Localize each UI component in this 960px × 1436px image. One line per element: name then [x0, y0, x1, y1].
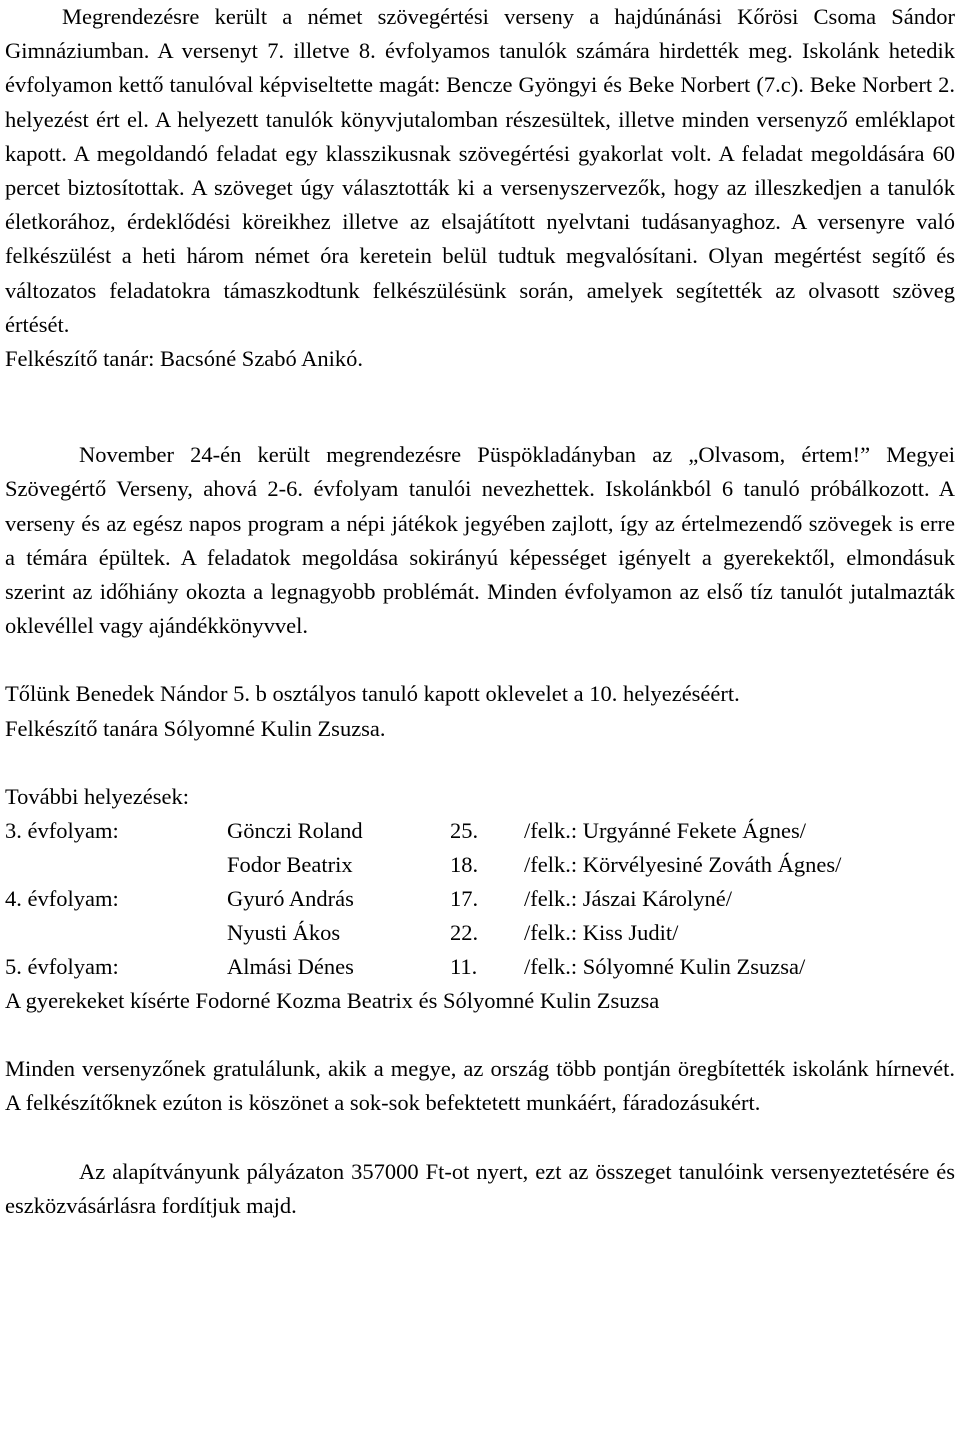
- result-place: 25.: [450, 818, 479, 844]
- congratulations-paragraph: Minden versenyzőnek gratulálunk, akik a megye, az ország több pontján öregbítették iskolánk hírnevét. A felkészítőknek ezúton is köszönet a sok-sok befektetett munkáért, fáradozásukért.: [5, 1056, 955, 1116]
- result-teacher: /felk.: Kiss Judit/: [524, 920, 679, 946]
- result-grade: [5, 848, 227, 882]
- result-place: 17.: [450, 886, 479, 912]
- german-competition-teacher: Felkészítő tanár: Bacsóné Szabó Anikó.: [5, 346, 364, 372]
- result-name: Nyusti Ákos: [227, 920, 341, 946]
- winner-text: Tőlünk Benedek Nándor 5. b osztályos tanuló kapott oklevelet a 10. helyezéséért.: [5, 681, 740, 707]
- reading-competition-paragraph: November 24-én került megrendezésre Püspökladányban az „Olvasom, értem!” Megyei Szövegértő Verseny, ahová 2-6. évfolyam tanulói nevezhettek. Iskolánkból 6 tanuló próbálkozott. A verseny és az egész napos program a népi játékok jegyében zajlott, így az értelmezendő szövegek is erre a témára épültek. A feladatok megoldása sokirányú képességet igényelt a gyerekektől, elmondásuk szerint az időhiány okozta a legnagyobb problémát. Minden évfolyamon az első tíz tanulót jutalmazták oklevéllel vagy ajándékkönyvvel.: [5, 442, 955, 639]
- result-teacher: /felk.: Urgyánné Fekete Ágnes/: [524, 818, 807, 844]
- escort-text: A gyerekeket kísérte Fodorné Kozma Beatrix és Sólyomné Kulin Zsuzsa: [5, 988, 660, 1014]
- result-grade: 5. évfolyam:: [5, 954, 119, 980]
- result-place: 11.: [450, 954, 478, 980]
- winner-teacher: Felkészítő tanára Sólyomné Kulin Zsuzsa.: [5, 715, 386, 741]
- result-name: Gönczi Roland: [227, 818, 363, 844]
- section-reading-competition: [5, 438, 955, 1018]
- result-teacher: /felk.: Sólyomné Kulin Zsuzsa/: [524, 954, 806, 980]
- section-congratulations: [5, 1052, 955, 1120]
- results-table: [5, 814, 955, 984]
- section-foundation: [5, 1155, 955, 1223]
- result-name: Almási Dénes: [227, 954, 354, 980]
- section-german-competition: [5, 0, 955, 376]
- foundation-paragraph: Az alapítványunk pályázaton 357000 Ft-ot nyert, ezt az összeget tanulóink versenyeztetésére és eszközvásárlásra fordítjuk majd.: [5, 1158, 955, 1218]
- result-teacher: /felk.: Körvélyesiné Zováth Ágnes/: [524, 852, 842, 878]
- result-grade: [5, 916, 227, 950]
- result-name: Gyuró András: [227, 886, 354, 912]
- document-page: [5, 0, 955, 1223]
- result-place: 18.: [450, 852, 479, 878]
- result-grade: 3. évfolyam:: [5, 818, 119, 844]
- german-competition-paragraph: Megrendezésre került a német szövegértési verseny a hajdúnánási Kőrösi Csoma Sándor Gimnáziumban. A versenyt 7. illetve 8. évfolyamos tanulók számára hirdették meg. Iskolánk hetedik évfolyamon kettő tanulóval képviseltette magát: Bencze Gyöngyi és Beke Norbert (7.c). Beke Norbert 2. helyezést ért el. A helyezett tanulók könyvjutalomban részesültek, illetve minden versenyző emléklapot kapott. A megoldandó feladat egy klasszikusnak szövegértési gyakorlat volt. A feladat megoldására 60 percet biztosítottak. A szöveget úgy választották ki a versenyszervezők, hogy az illeszkedjen a tanulók életkorához, érdeklődési köreikhez illetve az elsajátított nyelvtani tudásanyaghoz. A versenyre való felkészülést a heti három német óra keretein belül tudtuk megvalósítani. Olyan megértést segítő és változatos feladatokra támaszkodtunk felkészülésünk során, amelyek segítették az olvasott szöveg értését.: [5, 4, 955, 337]
- result-place: 22.: [450, 920, 479, 946]
- result-grade: 4. évfolyam:: [5, 886, 119, 912]
- more-results-title: További helyezések:: [5, 783, 189, 809]
- result-name: Fodor Beatrix: [227, 852, 353, 878]
- result-teacher: /felk.: Jászai Károlyné/: [524, 886, 733, 912]
